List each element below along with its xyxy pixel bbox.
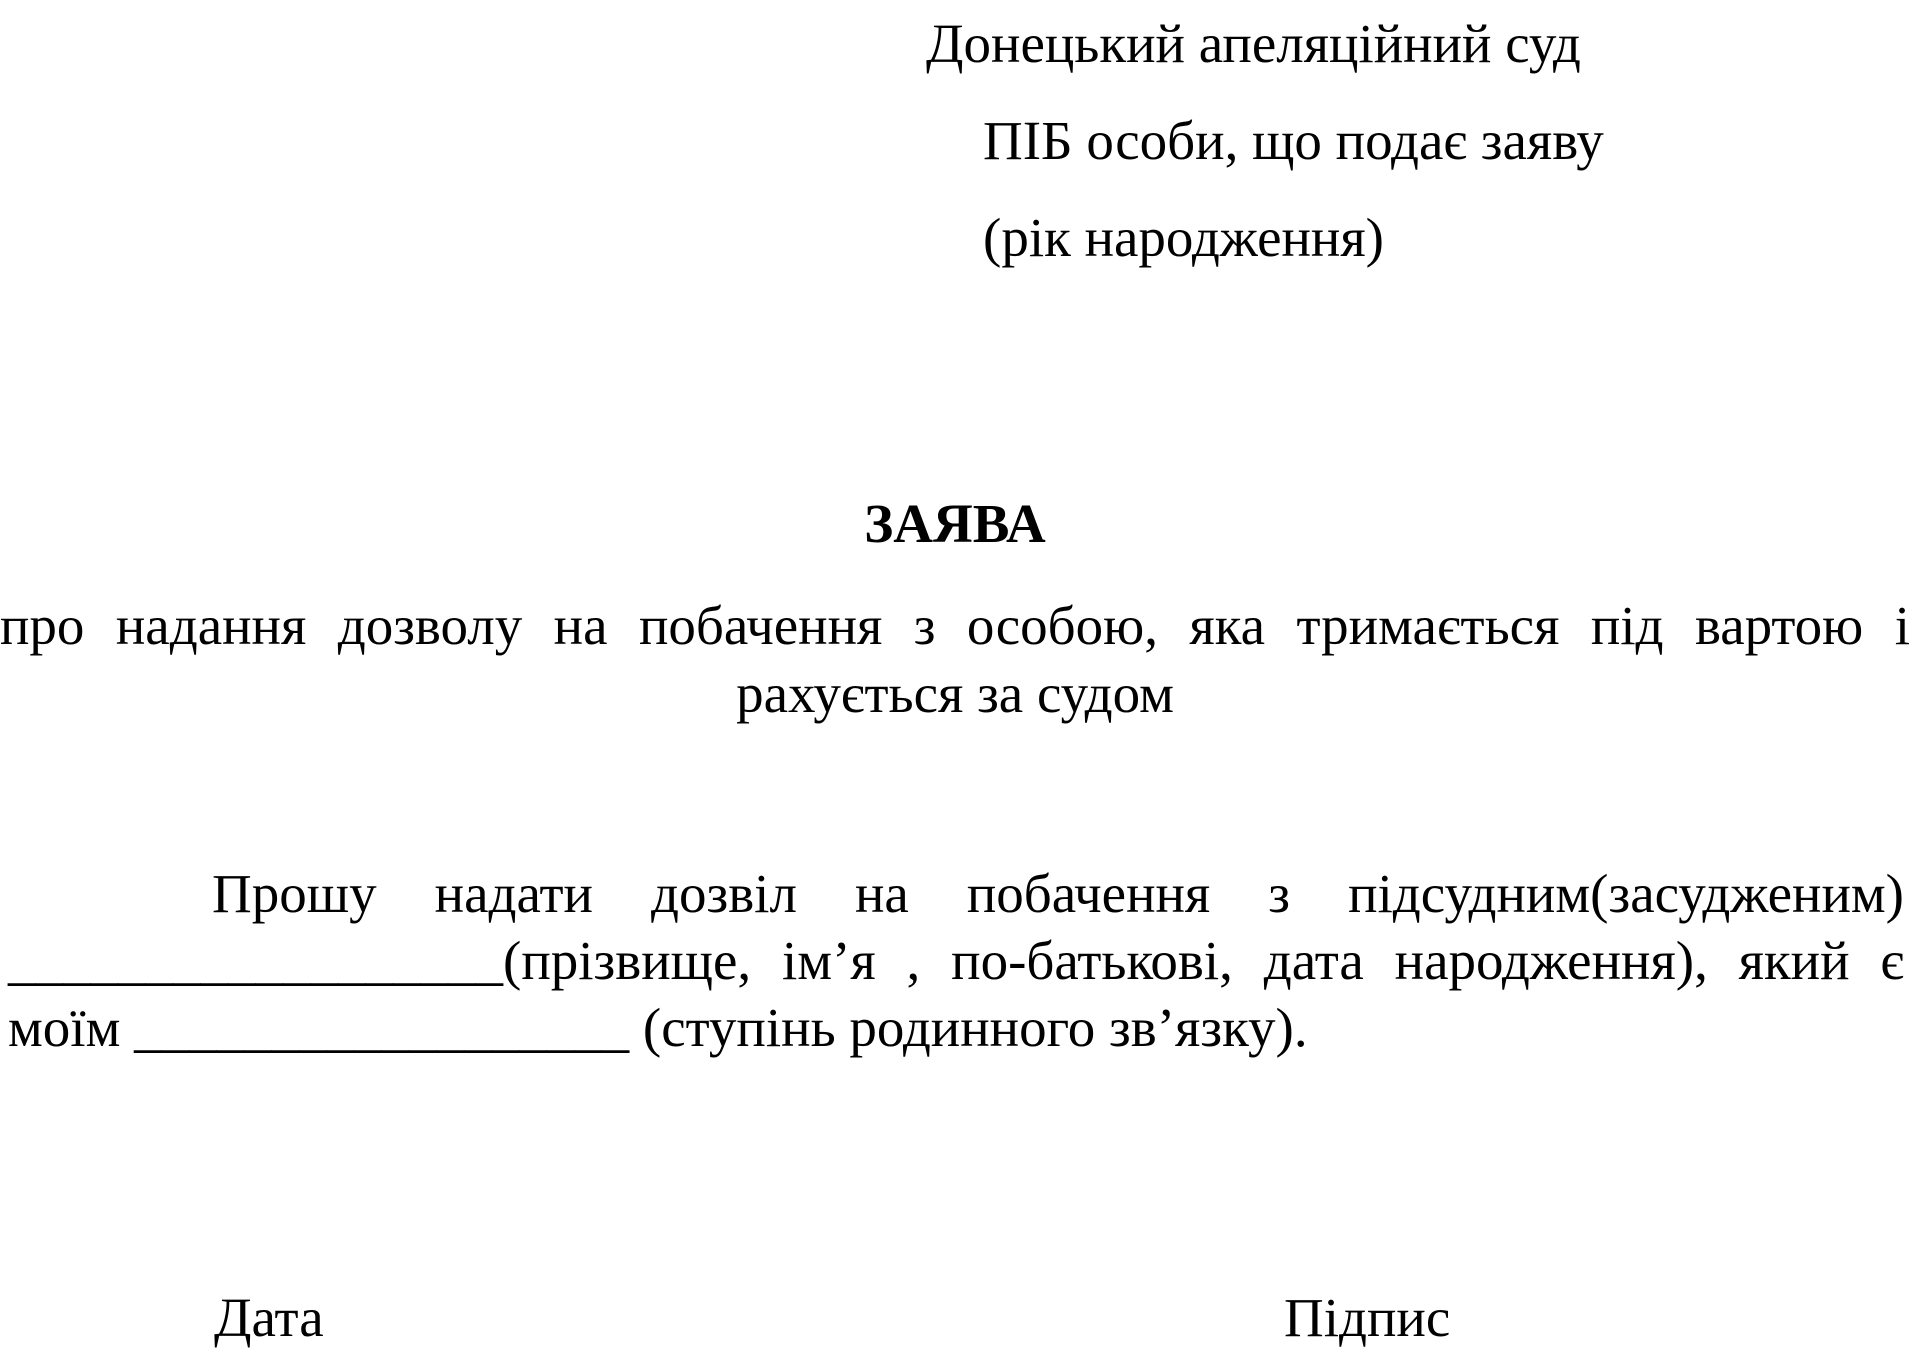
body-line-2: (прізвище, ім’я , по-батькові, дата народження), який є bbox=[503, 930, 1904, 991]
court-name: Донецький апеляційний суд bbox=[926, 13, 1581, 74]
birth-year-placeholder: (рік народження) bbox=[983, 207, 1384, 268]
body-line-3-prefix: моїм bbox=[8, 997, 121, 1058]
document-subtitle: про надання дозволу на побачення з особою, яка тримається під вартою і рахується за судом bbox=[0, 595, 1910, 724]
name-blank: __________________ bbox=[8, 930, 503, 991]
applicant-name-placeholder: ПІБ особи, що подає заяву bbox=[983, 110, 1604, 171]
body-line-3-suffix: (ступінь родинного зв’язку). bbox=[642, 997, 1308, 1058]
date-label: Дата bbox=[214, 1287, 324, 1348]
body-line-1: Прошу надати дозвіл на побачення з підсудним(засудженим) bbox=[212, 863, 1904, 924]
relationship-blank: __________________ bbox=[134, 997, 630, 1058]
document-title: ЗАЯВА bbox=[864, 493, 1046, 554]
application-body bbox=[8, 860, 1904, 1061]
signature-label: Підпис bbox=[1284, 1287, 1451, 1348]
